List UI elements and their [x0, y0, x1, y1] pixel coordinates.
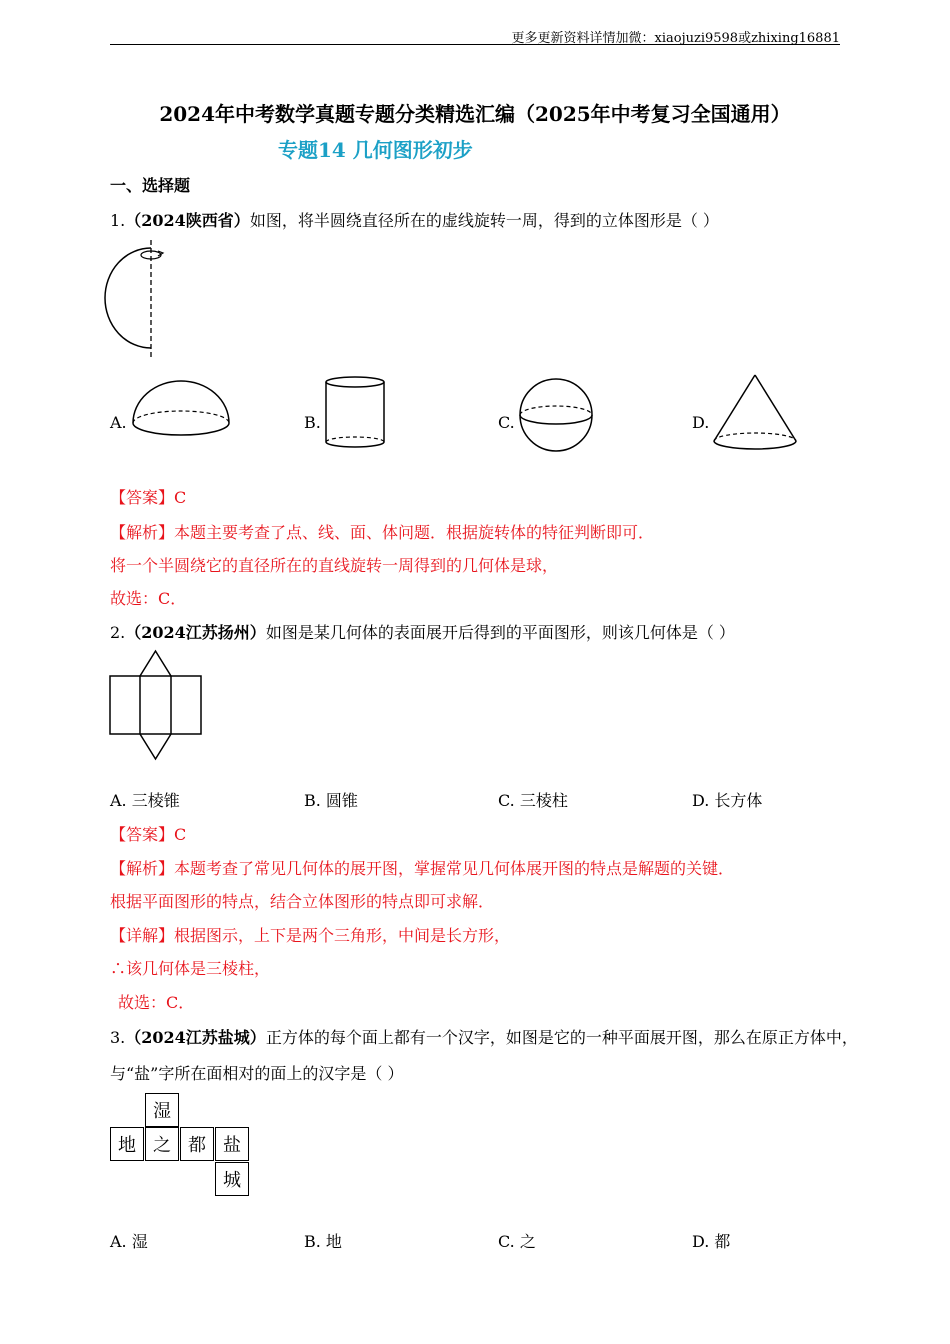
net-cell: 湿 — [145, 1093, 179, 1127]
question-3-stem: 正方体的每个面上都有一个汉字，如图是它的一种平面展开图，那么在原正方体中， — [265, 1028, 858, 1047]
triangular-prism-net-figure — [108, 648, 204, 762]
section-heading: 一、选择题 — [110, 176, 191, 195]
net-cell: 地 — [110, 1127, 144, 1161]
page-subtitle: 专题14 几何图形初步 — [278, 138, 473, 162]
q1-option-a: A. — [110, 413, 127, 432]
q3-option-a: A. 湿 — [110, 1232, 148, 1251]
q2-option-d: D. 长方体 — [692, 791, 763, 810]
question-2 — [110, 620, 735, 643]
cylinder-icon — [322, 374, 388, 450]
question-1-source: （2024陕西省） — [125, 211, 250, 230]
q2-option-b: B. 圆锥 — [304, 791, 358, 810]
cone-icon — [710, 372, 800, 454]
question-3-number: 3. — [110, 1028, 126, 1047]
q1-conclusion: 故选：C． — [110, 589, 187, 608]
q2-analysis: 【解析】本题考查了常见几何体的展开图，掌握常见几何体展开图的特点是解题的关键． — [110, 859, 735, 878]
question-1-number: 1. — [110, 211, 126, 230]
q1-analysis: 【解析】本题主要考查了点、线、面、体问题．根据旋转体的特征判断即可． — [110, 523, 655, 542]
q2-detail: 【详解】根据图示，上下是两个三角形，中间是长方形， — [110, 926, 511, 945]
page-title: 2024年中考数学真题专题分类精选汇编（2025年中考复习全国通用） — [159, 102, 791, 126]
sphere-icon — [518, 377, 594, 453]
q2-option-a: A. 三棱锥 — [110, 791, 180, 810]
question-3-stem2: 与“盐”字所在面相对的面上的汉字是（ ） — [110, 1064, 404, 1083]
question-1 — [110, 208, 719, 231]
q1-analysis-line2: 将一个半圆绕它的直径所在的直线旋转一周得到的几何体是球， — [110, 556, 559, 575]
net-cell: 城 — [215, 1162, 249, 1196]
question-2-number: 2. — [110, 623, 126, 642]
net-cell: 盐 — [215, 1127, 249, 1161]
q1-option-c: C. — [498, 413, 515, 432]
question-3-source: （2024江苏盐城） — [125, 1028, 266, 1047]
q2-analysis-line2: 根据平面图形的特点，结合立体图形的特点即可求解． — [110, 892, 495, 911]
q2-answer: 【答案】C — [110, 825, 187, 844]
question-1-stem: 如图，将半圆绕直径所在的虚线旋转一周，得到的立体图形是（ ） — [249, 211, 719, 230]
q3-option-c: C. 之 — [498, 1232, 536, 1251]
q2-conclusion: 故选：C． — [118, 993, 195, 1012]
net-cell: 之 — [145, 1127, 179, 1161]
question-2-source: （2024江苏扬州） — [125, 623, 266, 642]
header-rule — [110, 44, 840, 45]
q3-option-d: D. 都 — [692, 1232, 731, 1251]
q1-option-d: D. — [692, 413, 710, 432]
question-3 — [110, 1025, 858, 1048]
q2-therefore: ∴该几何体是三棱柱， — [110, 959, 271, 978]
q3-option-b: B. 地 — [304, 1232, 342, 1251]
net-cell: 都 — [180, 1127, 214, 1161]
q1-option-b: B. — [304, 413, 321, 432]
hemisphere-icon — [130, 378, 232, 452]
header-note: 更多更新资料详情加微：xiaojuzi9598或zhixing16881 — [511, 31, 840, 46]
semicircle-rotation-figure — [108, 238, 168, 363]
question-2-stem: 如图是某几何体的表面展开后得到的平面图形，则该几何体是（ ） — [265, 623, 735, 642]
q1-answer: 【答案】C — [110, 488, 187, 507]
q2-option-c: C. 三棱柱 — [498, 791, 568, 810]
